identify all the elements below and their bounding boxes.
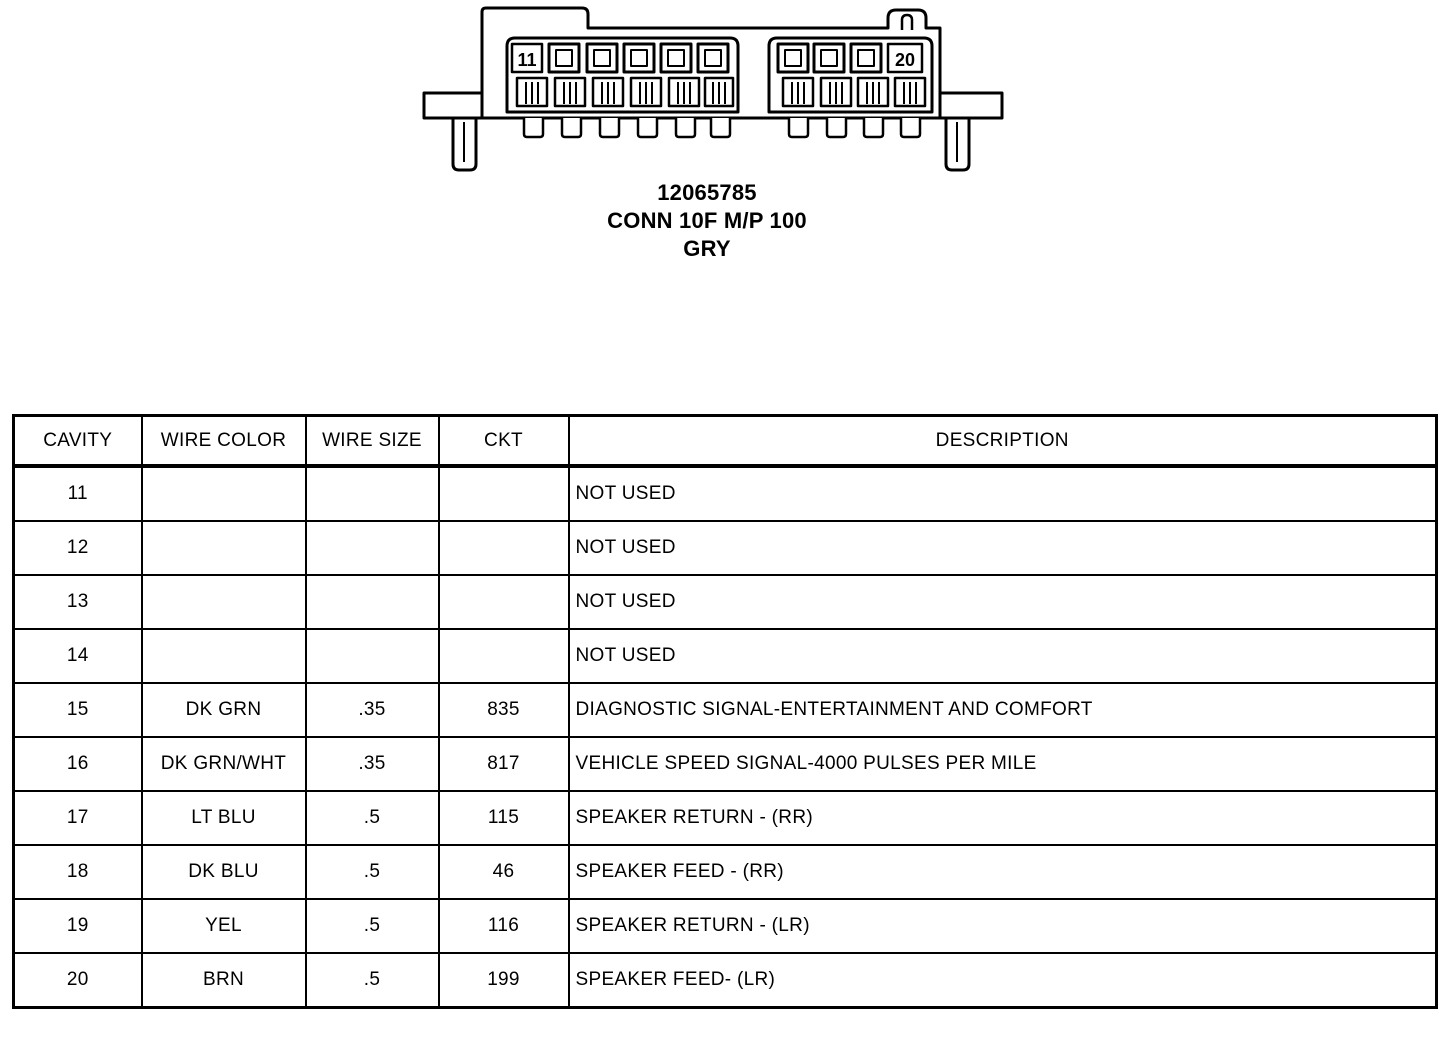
table-row	[14, 466, 1437, 521]
description-cell: DIAGNOSTIC SIGNAL-ENTERTAINMENT AND COMFORT	[569, 683, 1437, 737]
cavity-cell: 16	[14, 737, 142, 791]
cavity-cell: 19	[14, 899, 142, 953]
ckt-cell	[439, 466, 569, 521]
connector-part-number: 12065785	[657, 180, 757, 205]
description-cell: SPEAKER RETURN - (LR)	[569, 899, 1437, 953]
ckt-cell: 817	[439, 737, 569, 791]
cavity-cell: 11	[14, 466, 142, 521]
header-wire-size: WIRE SIZE	[306, 416, 439, 467]
description-cell: SPEAKER RETURN - (RR)	[569, 791, 1437, 845]
wire-size-cell	[306, 629, 439, 683]
wire-size-cell: .5	[306, 791, 439, 845]
table-row	[14, 737, 1437, 791]
table-header-row	[14, 416, 1437, 467]
wire-size-cell: .35	[306, 737, 439, 791]
cavity-cell: 12	[14, 521, 142, 575]
wire-color-cell: YEL	[142, 899, 306, 953]
wire-color-cell	[142, 466, 306, 521]
wire-color-cell: BRN	[142, 953, 306, 1008]
description-cell: SPEAKER FEED- (LR)	[569, 953, 1437, 1008]
ckt-cell	[439, 521, 569, 575]
connector-description: CONN 10F M/P 100	[607, 208, 807, 233]
header-description: DESCRIPTION	[569, 416, 1437, 467]
cavity-cell: 14	[14, 629, 142, 683]
right-cavity-label: 20	[894, 50, 916, 70]
wire-size-cell	[306, 466, 439, 521]
wire-size-cell	[306, 575, 439, 629]
table-row	[14, 953, 1437, 1008]
pinout-table	[12, 414, 1438, 1009]
ckt-cell: 199	[439, 953, 569, 1008]
wire-color-cell: DK BLU	[142, 845, 306, 899]
description-cell: VEHICLE SPEED SIGNAL-4000 PULSES PER MILE	[569, 737, 1437, 791]
wire-size-cell: .35	[306, 683, 439, 737]
cavity-cell: 15	[14, 683, 142, 737]
cavity-cell: 18	[14, 845, 142, 899]
table-row	[14, 521, 1437, 575]
wire-color-cell: DK GRN/WHT	[142, 737, 306, 791]
wire-size-cell: .5	[306, 899, 439, 953]
table-row	[14, 845, 1437, 899]
ckt-cell: 116	[439, 899, 569, 953]
header-ckt: CKT	[439, 416, 569, 467]
wire-size-cell: .5	[306, 845, 439, 899]
table-row	[14, 791, 1437, 845]
table-row	[14, 899, 1437, 953]
ckt-cell	[439, 629, 569, 683]
wire-color-cell	[142, 575, 306, 629]
description-cell: NOT USED	[569, 629, 1437, 683]
description-cell: NOT USED	[569, 521, 1437, 575]
wire-color-cell: DK GRN	[142, 683, 306, 737]
table-row	[14, 575, 1437, 629]
wire-size-cell: .5	[306, 953, 439, 1008]
cavity-cell: 13	[14, 575, 142, 629]
table-row	[14, 629, 1437, 683]
description-cell: NOT USED	[569, 466, 1437, 521]
wire-size-cell	[306, 521, 439, 575]
description-cell: SPEAKER FEED - (RR)	[569, 845, 1437, 899]
cavity-cell: 17	[14, 791, 142, 845]
connector-diagram	[0, 0, 1456, 190]
wire-color-cell: LT BLU	[142, 791, 306, 845]
ckt-cell: 115	[439, 791, 569, 845]
wire-color-cell	[142, 521, 306, 575]
left-cavity-label: 11	[517, 50, 537, 70]
wire-color-cell	[142, 629, 306, 683]
header-cavity: CAVITY	[14, 416, 142, 467]
ckt-cell: 835	[439, 683, 569, 737]
table-row	[14, 683, 1437, 737]
ckt-cell	[439, 575, 569, 629]
connector-color: GRY	[683, 236, 731, 261]
cavity-cell: 20	[14, 953, 142, 1008]
description-cell: NOT USED	[569, 575, 1437, 629]
ckt-cell: 46	[439, 845, 569, 899]
header-wire-color: WIRE COLOR	[142, 416, 306, 467]
